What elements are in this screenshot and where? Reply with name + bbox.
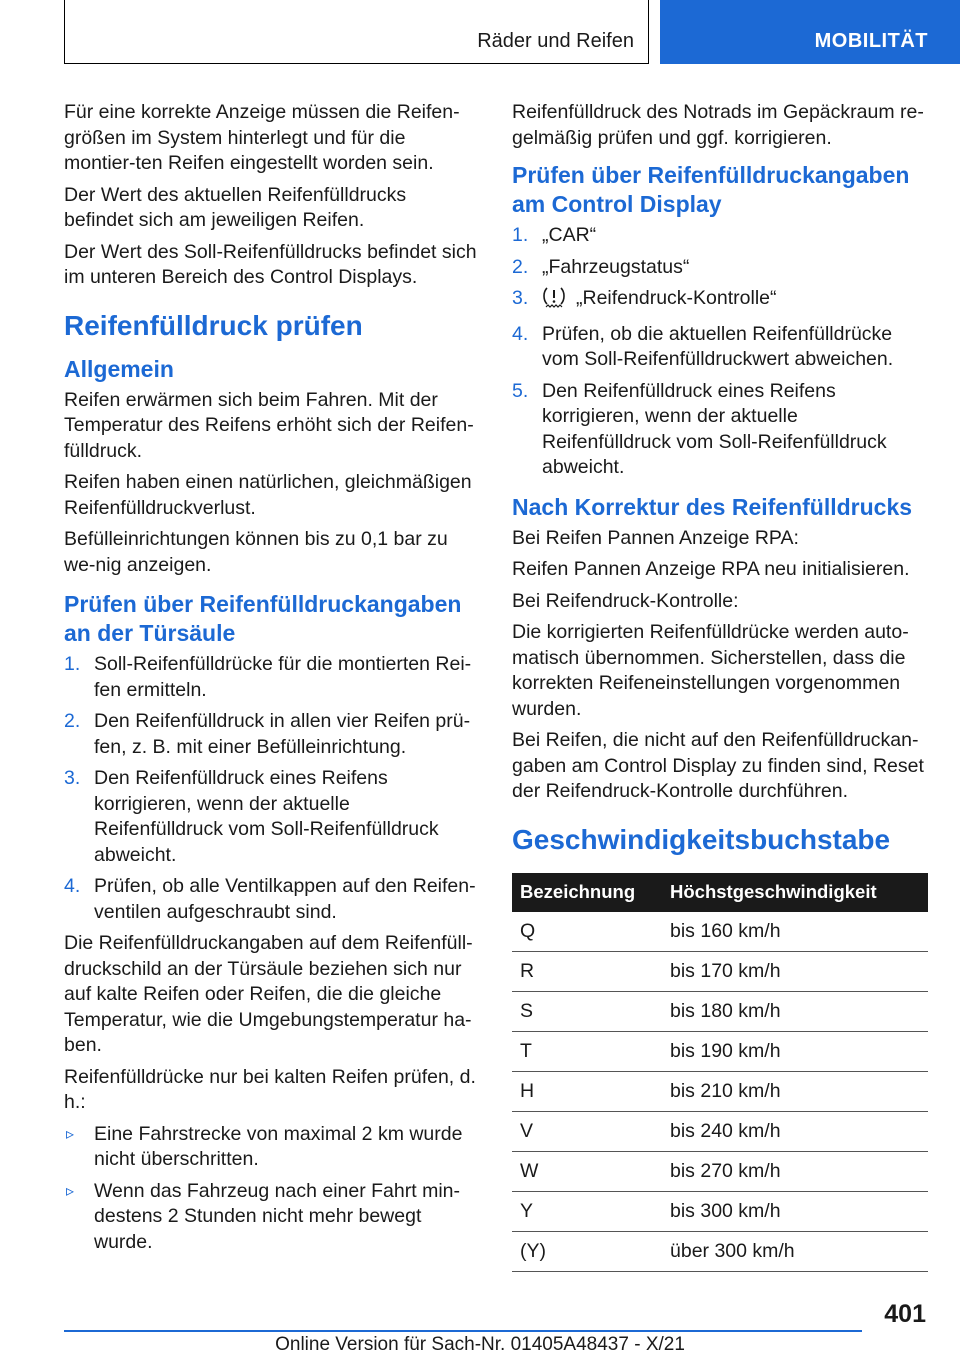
table-row bbox=[512, 1071, 928, 1111]
list-item bbox=[64, 766, 480, 868]
table-body bbox=[512, 912, 928, 1272]
rating-letter-cell: W bbox=[512, 1151, 662, 1191]
intro-paragraph: Für eine korrekte Anzeige müssen die Reifen‐größen im System hinterlegt und für die montier‐ten Reifen eingestellt worden sein. bbox=[64, 101, 460, 174]
korr-paragraph: Bei Reifen, die nicht auf den Reifenfülldruckan‐gaben am Control Display zu finden sind, Reset der Reifendruck-Kontrolle durchführen. bbox=[512, 729, 924, 802]
header-chapter-tab bbox=[660, 0, 960, 64]
step-text: „Fahrzeugstatus“ bbox=[542, 255, 690, 278]
max-speed-cell: über 300 km/h bbox=[662, 1231, 928, 1271]
header-chapter-title: MOBILITÄT bbox=[814, 30, 928, 52]
list-item bbox=[64, 1122, 480, 1173]
list-item bbox=[64, 652, 480, 703]
korr-paragraph: Bei Reifen Pannen Anzeige RPA: bbox=[512, 526, 799, 549]
step-number: 3. bbox=[64, 767, 81, 789]
max-speed-cell: bis 210 km/h bbox=[662, 1071, 928, 1111]
tuer-steps-list bbox=[64, 652, 480, 925]
step-number: 4. bbox=[64, 875, 81, 897]
table-row bbox=[512, 1111, 928, 1151]
column-header: Bezeichnung bbox=[512, 873, 662, 912]
max-speed-cell: bis 270 km/h bbox=[662, 1151, 928, 1191]
table-row bbox=[512, 1231, 928, 1271]
subsection-heading-control-display: Prüfen über Reifenfülldruckangaben am Control Display bbox=[512, 162, 910, 217]
body-paragraph: Reifenfülldrücke nur bei kalten Reifen prüfen, d. h.: bbox=[64, 1065, 476, 1113]
list-item bbox=[512, 286, 932, 316]
max-speed-cell: bis 180 km/h bbox=[662, 991, 928, 1031]
body-paragraph: Reifenfülldruck des Notrads im Gepäckraum re‐gelmäßig prüfen und ggf. korrigieren. bbox=[512, 101, 924, 149]
bullet-text: Eine Fahrstrecke von maximal 2 km wurde nicht überschritten. bbox=[94, 1122, 463, 1170]
table-row bbox=[512, 951, 928, 991]
step-number: 2. bbox=[512, 255, 529, 278]
max-speed-cell: bis 240 km/h bbox=[662, 1111, 928, 1151]
rating-letter-cell: V bbox=[512, 1111, 662, 1151]
list-item bbox=[64, 874, 480, 925]
intro-paragraph: Der Wert des Soll-Reifenfülldrucks befindet sich im unteren Bereich des Control Displays. bbox=[64, 240, 477, 288]
rating-letter-cell: T bbox=[512, 1031, 662, 1071]
table-row bbox=[512, 1191, 928, 1231]
step-text: „Reifendruck-Kontrolle“ bbox=[576, 287, 777, 309]
triangle-bullet-icon: ▹ bbox=[66, 1125, 75, 1143]
allgemein-paragraph: Befülleinrichtungen können bis zu 0,1 bar zu we‐nig anzeigen. bbox=[64, 528, 448, 576]
step-text: Soll-Reifenfülldrücke für die montierten Rei‐fen ermitteln. bbox=[94, 653, 472, 701]
step-text: Den Reifenfülldruck eines Reifens korrigieren, wenn der aktuelle Reifenfülldruck vom Soll-Reifenfülldruck abweicht. bbox=[542, 379, 887, 478]
speed-rating-table bbox=[512, 873, 928, 1272]
list-item bbox=[512, 255, 932, 281]
header-section-box bbox=[64, 0, 649, 64]
bullet-list bbox=[64, 1122, 480, 1256]
rating-letter-cell: (Y) bbox=[512, 1231, 662, 1271]
max-speed-cell: bis 190 km/h bbox=[662, 1031, 928, 1071]
step-text: „CAR“ bbox=[542, 224, 597, 246]
subsection-heading-allgemein: Allgemein bbox=[64, 355, 174, 382]
subsection-heading-korrektur: Nach Korrektur des Reifenfülldrucks bbox=[512, 493, 913, 520]
section-heading-speed: Geschwindigkeitsbuchstabe bbox=[512, 823, 891, 855]
step-text: Den Reifenfülldruck in allen vier Reifen prü‐fen, z. B. mit einer Befülleinrichtung. bbox=[94, 710, 471, 758]
rating-letter-cell: Y bbox=[512, 1191, 662, 1231]
footer-text: Online Version für Sach-Nr. 01405A48437 - X/21 bbox=[275, 1334, 685, 1355]
table-row bbox=[512, 912, 928, 952]
table-row bbox=[512, 1031, 928, 1071]
list-item bbox=[512, 322, 932, 373]
column-header: Höchstgeschwindigkeit bbox=[662, 873, 928, 912]
rating-letter-cell: Q bbox=[512, 912, 662, 952]
max-speed-cell: bis 160 km/h bbox=[662, 912, 928, 952]
korr-paragraph: Bei Reifendruck-Kontrolle: bbox=[512, 589, 739, 612]
cd-steps-list bbox=[512, 223, 932, 481]
allgemein-paragraph: Reifen erwärmen sich beim Fahren. Mit der Temperatur des Reifens erhöht sich der Reifen‐fülldruck. bbox=[64, 388, 474, 462]
page-number: 401 bbox=[884, 1300, 926, 1328]
triangle-bullet-icon: ▹ bbox=[66, 1182, 75, 1200]
table-header-row bbox=[512, 873, 928, 912]
table-row bbox=[512, 1151, 928, 1191]
max-speed-cell: bis 300 km/h bbox=[662, 1191, 928, 1231]
subsection-heading-tuersaeule: Prüfen über Reifenfülldruckangaben an der Türsäule bbox=[64, 591, 462, 646]
korr-paragraph: Reifen Pannen Anzeige RPA neu initialisieren. bbox=[512, 558, 910, 580]
section-heading: Reifenfülldruck prüfen bbox=[64, 309, 363, 341]
table-row bbox=[512, 991, 928, 1031]
list-item bbox=[512, 379, 932, 481]
allgemein-paragraph: Reifen haben einen natürlichen, gleichmäßigen Reifenfülldruckverlust. bbox=[64, 471, 472, 519]
step-number: 2. bbox=[64, 710, 81, 732]
step-text: Prüfen, ob alle Ventilkappen auf den Reifen‐ventilen aufgeschraubt sind. bbox=[94, 875, 476, 923]
left-column bbox=[64, 100, 480, 1261]
list-item bbox=[64, 1179, 480, 1256]
step-text: Prüfen, ob die aktuellen Reifenfülldrücke vom Soll-Reifenfülldruckwert abweichen. bbox=[542, 322, 894, 370]
right-column bbox=[512, 100, 932, 1272]
list-item bbox=[512, 223, 932, 249]
korr-paragraph: Die korrigierten Reifenfülldrücke werden auto‐matisch übernommen. Sicherstellen, dass die korrekten Reifeneinstellungen vorgenommen wurden. bbox=[512, 621, 909, 720]
body-paragraph: Die Reifenfülldruckangaben auf dem Reifenfüll‐druckschild an der Türsäule beziehen sich nur auf kalte Reifen oder Reifen, die die gleiche Temperatur, wie die Umgebungstemperatur ha‐ben. bbox=[64, 932, 473, 1056]
step-number: 1. bbox=[64, 653, 81, 675]
rating-letter-cell: R bbox=[512, 951, 662, 991]
step-text: Den Reifenfülldruck eines Reifens korrigieren, wenn der aktuelle Reifenfülldruck vom Soll-Reifenfülldruck abweicht. bbox=[94, 767, 439, 866]
step-number: 3. bbox=[512, 287, 529, 309]
list-item bbox=[64, 709, 480, 760]
tire-pressure-warning-icon bbox=[542, 286, 566, 316]
rating-letter-cell: S bbox=[512, 991, 662, 1031]
rating-letter-cell: H bbox=[512, 1071, 662, 1111]
intro-paragraph: Der Wert des aktuellen Reifenfülldrucks befindet sich am jeweiligen Reifen. bbox=[64, 183, 407, 231]
header-section-title: Räder und Reifen bbox=[477, 30, 634, 52]
step-number: 1. bbox=[512, 224, 529, 246]
step-number: 5. bbox=[512, 379, 529, 402]
bullet-text: Wenn das Fahrzeug nach einer Fahrt min‐destens 2 Stunden nicht mehr bewegt wurde. bbox=[94, 1179, 460, 1253]
footer-divider bbox=[64, 1330, 862, 1332]
max-speed-cell: bis 170 km/h bbox=[662, 951, 928, 991]
step-number: 4. bbox=[512, 322, 529, 345]
